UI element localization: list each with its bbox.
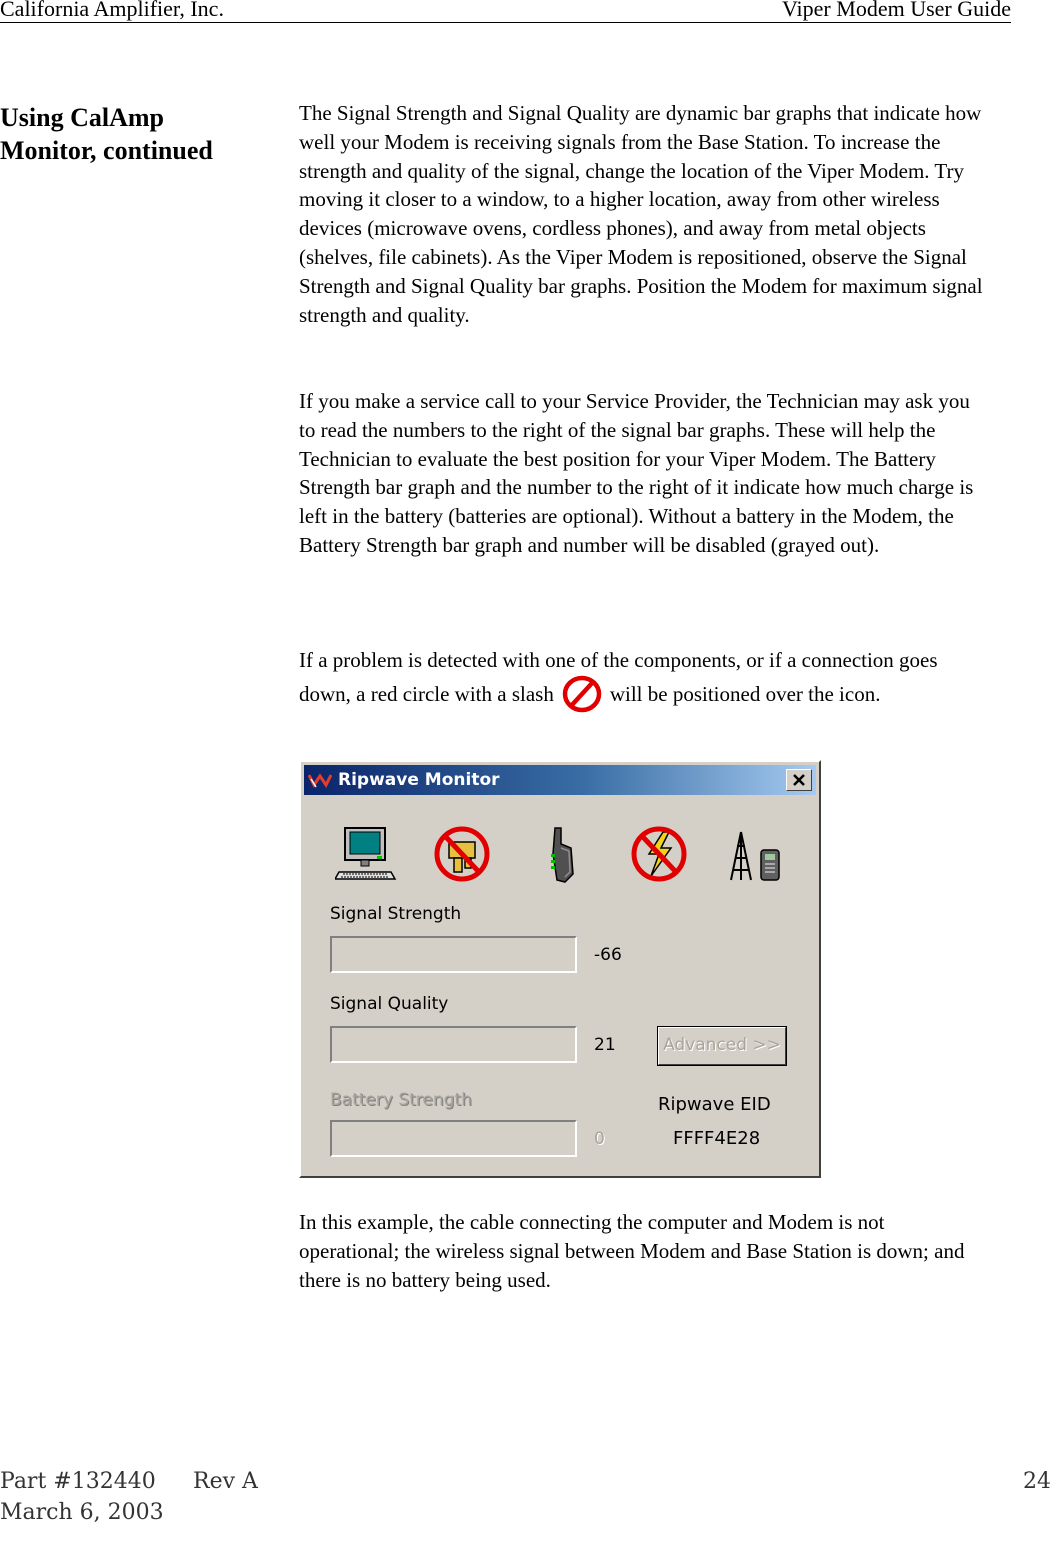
problem-text-after: will be positioned over the icon.: [609, 681, 881, 706]
header-doc-title: Viper Modem User Guide: [781, 0, 1011, 21]
window-title: Ripwave Monitor: [338, 770, 500, 790]
ripwave-logo-icon: [308, 771, 332, 789]
signal-quality-value: 21: [594, 1035, 616, 1055]
header-company: California Amplifier, Inc.: [0, 0, 224, 21]
no-symbol-icon: [562, 675, 602, 713]
base-station-icon: [727, 828, 787, 884]
signal-strength-value: -66: [594, 945, 622, 965]
ripwave-eid-label: Ripwave EID: [658, 1094, 771, 1115]
page-footer: [0, 1466, 258, 1528]
signal-quality-bar: [330, 1026, 577, 1063]
section-title: [0, 101, 213, 167]
section-title-line2: Monitor, continued: [0, 136, 213, 165]
footer-revision: Rev A: [193, 1469, 258, 1494]
signal-quality-label: Signal Quality: [330, 994, 449, 1014]
computer-icon: [335, 824, 397, 882]
modem-icon: [547, 824, 579, 886]
page-header: [0, 0, 1011, 23]
window-titlebar[interactable]: [304, 765, 816, 795]
battery-strength-bar: [330, 1120, 577, 1157]
footer-part-number: Part #132440: [0, 1469, 156, 1494]
signal-strength-bar: [330, 936, 577, 973]
wireless-icon-disabled: [629, 824, 689, 884]
section-title-line1: Using CalAmp: [0, 103, 164, 132]
ripwave-eid-value: FFFF4E28: [673, 1128, 761, 1149]
close-icon: [787, 770, 811, 790]
paragraph-example-explanation: In this example, the cable connecting the computer and Modem is not operational; the wireless signal between Modem and Base Station is down; and there is no battery being used.: [299, 1210, 965, 1292]
paragraph-problem-detected: [299, 646, 989, 713]
page-number: 24: [1023, 1469, 1051, 1494]
problem-text-before: If a problem is detected with one of the components, or if a connection goes down, a red circle with a slash: [299, 648, 938, 706]
battery-strength-value: 0: [594, 1129, 605, 1149]
close-button[interactable]: [786, 769, 812, 791]
advanced-button[interactable]: Advanced >>: [657, 1026, 787, 1066]
footer-date: March 6, 2003: [0, 1500, 164, 1525]
cable-icon-disabled: [432, 824, 492, 884]
signal-strength-label: Signal Strength: [330, 904, 462, 924]
battery-strength-label: Battery Strength: [330, 1090, 472, 1110]
paragraph-service-call: If you make a service call to your Service Provider, the Technician may ask you to read the numbers to the right of the signal bar graphs. These will help the Technician to evaluate the best position for your Viper Modem. The Battery Strength bar graph and the number to the right of it indicate how much charge is left in the battery (batteries are optional). Without a battery in the Modem, the Battery Strength bar graph and number will be disabled (grayed out).: [299, 389, 974, 557]
paragraph-signal-graphs: The Signal Strength and Signal Quality are dynamic bar graphs that indicate how well your Modem is receiving signals from the Base Station. To increase the strength and quality of the signal, change the location of the Viper Modem. Try moving it closer to a window, to a higher location, away from other wireless devices (microwave ovens, cordless phones), and away from metal objects (shelves, file cabinets). As the Viper Modem is repositioned, observe the Signal Strength and Signal Quality bar graphs. Position the Modem for maximum signal strength and quality.: [299, 101, 983, 327]
ripwave-monitor-window: [299, 760, 821, 1178]
